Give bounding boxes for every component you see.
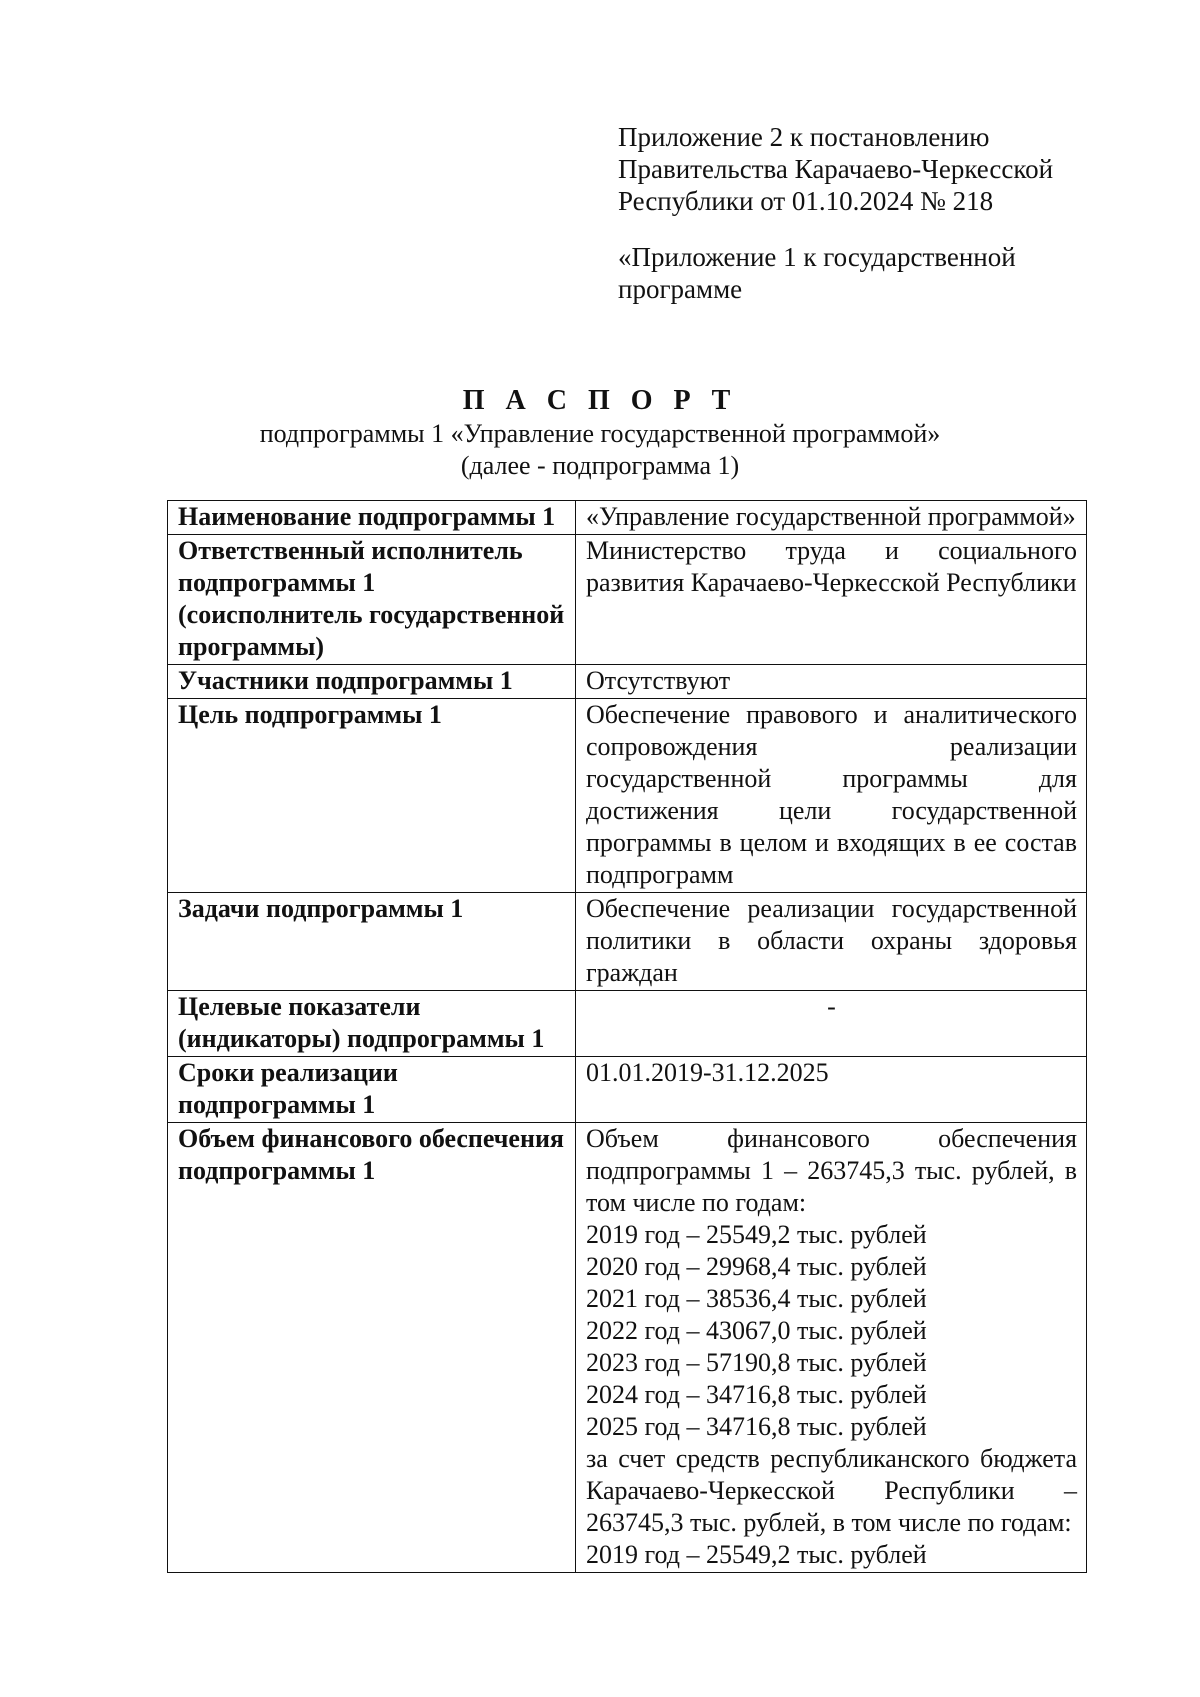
funding-year-2019: 2019 год – 25549,2 тыс. рублей [586, 1220, 927, 1249]
table-row [168, 1057, 1087, 1123]
funding-year-2020: 2020 год – 29968,4 тыс. рублей [586, 1252, 927, 1281]
document-subtitle-note: (далее - подпрограмма 1) [460, 451, 740, 480]
row-label: Цель подпрограммы 1 [168, 699, 576, 893]
table-row [168, 535, 1087, 665]
document-subtitle: подпрограммы 1 «Управление государственной программой» [259, 419, 941, 448]
table-row [168, 665, 1087, 699]
appendix-line-1: Приложение 2 к постановлению [618, 122, 990, 152]
document-title: П А С П О Р Т [462, 385, 738, 416]
funding-intro: Объем финансового обеспечения подпрограммы 1 – 263745,3 тыс. рублей, в том числе по годам: [586, 1124, 1077, 1217]
funding-year-2025: 2025 год – 34716,8 тыс. рублей [586, 1412, 927, 1441]
passport-table [167, 500, 1087, 1573]
row-value: «Управление государственной программой» [576, 501, 1087, 535]
row-label: Целевые показатели (индикаторы) подпрограммы 1 [168, 991, 576, 1057]
title-block [0, 384, 1200, 482]
row-value: - [576, 991, 1087, 1057]
row-label: Объем финансового обеспечения подпрограммы 1 [168, 1123, 576, 1573]
funding-year-2021: 2021 год – 38536,4 тыс. рублей [586, 1284, 927, 1313]
table-row [168, 699, 1087, 893]
appendix-line-5: программе [618, 274, 743, 304]
row-value: Министерство труда и социального развития Карачаево-Черкесской Республики [576, 535, 1087, 665]
table-row [168, 893, 1087, 991]
row-label: Участники подпрограммы 1 [168, 665, 576, 699]
row-label: Сроки реализации подпрограммы 1 [168, 1057, 576, 1123]
table-row [168, 1123, 1087, 1573]
appendix-line-4: «Приложение 1 к государственной [618, 242, 1016, 272]
table-row [168, 991, 1087, 1057]
table-row [168, 501, 1087, 535]
funding-year-2023: 2023 год – 57190,8 тыс. рублей [586, 1348, 927, 1377]
appendix-line-2: Правительства Карачаево-Черкесской [618, 154, 1054, 184]
funding-year-2024: 2024 год – 34716,8 тыс. рублей [586, 1380, 927, 1409]
appendix-line-3: Республики от 01.10.2024 № 218 [618, 186, 994, 216]
row-label: Наименование подпрограммы 1 [168, 501, 576, 535]
funding-year-2022: 2022 год – 43067,0 тыс. рублей [586, 1316, 927, 1345]
funding-budget-year-2019: 2019 год – 25549,2 тыс. рублей [586, 1540, 927, 1569]
row-label: Задачи подпрограммы 1 [168, 893, 576, 991]
funding-value [576, 1123, 1087, 1573]
funding-budget-note: за счет средств республиканского бюджета Карачаево-Черкесской Республики – 263745,3 тыс. рублей, в том числе по годам: [586, 1444, 1077, 1537]
row-value: Отсутствуют [576, 665, 1087, 699]
row-value: Обеспечение реализации государственной политики в области охраны здоровья граждан [576, 893, 1087, 991]
row-label: Ответственный исполнитель подпрограммы 1 (соисполнитель государственной программы) [168, 535, 576, 665]
appendix-header [618, 121, 1138, 305]
row-value: 01.01.2019-31.12.2025 [576, 1057, 1087, 1123]
row-value: Обеспечение правового и аналитического сопровождения реализации государственной программы для достижения цели государственной программы в целом и входящих в ее состав подпрограмм [576, 699, 1087, 893]
